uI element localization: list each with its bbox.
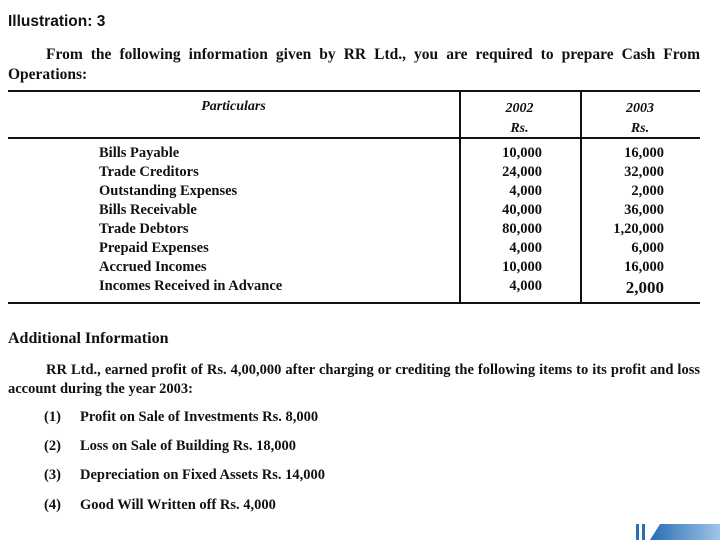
table-row bbox=[8, 221, 700, 240]
row-value-2002: 40,000 bbox=[502, 202, 542, 218]
intro-paragraph: From the following information given by RR Ltd., you are required to prepare Cash From Operations: bbox=[8, 46, 700, 83]
table-row bbox=[8, 278, 700, 300]
row-value-2002: 4,000 bbox=[509, 183, 542, 199]
list-item bbox=[44, 409, 318, 426]
row-value-2003: 16,000 bbox=[624, 145, 664, 161]
row-label: Trade Creditors bbox=[99, 164, 199, 180]
row-label: Bills Payable bbox=[99, 145, 180, 161]
list-item bbox=[44, 438, 296, 455]
row-value-2003: 32,000 bbox=[624, 164, 664, 180]
row-value-2003: 6,000 bbox=[631, 240, 664, 256]
header-2002-unit: Rs. bbox=[510, 121, 529, 136]
row-label: Accrued Incomes bbox=[99, 259, 207, 275]
header-2002-year: 2002 bbox=[505, 101, 534, 116]
header-rule bbox=[8, 137, 700, 139]
table-row bbox=[8, 164, 700, 183]
list-item-number: (2) bbox=[44, 438, 61, 454]
list-item bbox=[44, 467, 325, 484]
illustration-heading: Illustration: 3 bbox=[8, 13, 106, 30]
list-item-number: (1) bbox=[44, 409, 61, 425]
row-value-2002: 10,000 bbox=[502, 145, 542, 161]
header-2003-unit: Rs. bbox=[630, 121, 650, 136]
row-label: Prepaid Expenses bbox=[99, 240, 209, 256]
table-row bbox=[8, 183, 700, 202]
additional-info-paragraph: RR Ltd., earned profit of Rs. 4,00,000 after charging or crediting the following items to its profit and loss account during the year 2003: bbox=[8, 362, 700, 397]
additional-info-heading: Additional Information bbox=[8, 330, 169, 347]
row-label: Trade Debtors bbox=[99, 221, 189, 237]
row-label: Incomes Received in Advance bbox=[99, 278, 283, 294]
row-value-2002: 80,000 bbox=[502, 221, 542, 237]
row-label: Bills Receivable bbox=[99, 202, 197, 218]
table-row bbox=[8, 202, 700, 221]
row-value-2002: 4,000 bbox=[509, 278, 542, 294]
row-value-2003: 16,000 bbox=[624, 259, 664, 275]
row-value-2002: 4,000 bbox=[509, 240, 542, 256]
row-label: Outstanding Expenses bbox=[99, 183, 238, 199]
row-value-2003: 2,000 bbox=[625, 278, 664, 297]
row-value-2003: 1,20,000 bbox=[613, 221, 664, 237]
list-item-text: Loss on Sale of Building Rs. 18,000 bbox=[80, 438, 296, 454]
table-body bbox=[8, 145, 700, 300]
table-row bbox=[8, 145, 700, 164]
header-particulars: Particulars bbox=[201, 99, 266, 114]
header-2003-year: 2003 bbox=[626, 101, 654, 116]
list-item-text: Good Will Written off Rs. 4,000 bbox=[80, 497, 276, 513]
row-value-2002: 10,000 bbox=[502, 259, 542, 275]
corner-logo-icon bbox=[630, 520, 720, 540]
header-2002 bbox=[459, 99, 580, 139]
list-item-text: Profit on Sale of Investments Rs. 8,000 bbox=[80, 409, 319, 425]
data-table bbox=[8, 90, 700, 304]
header-2003 bbox=[580, 99, 700, 139]
list-item-number: (3) bbox=[44, 467, 61, 483]
table-row bbox=[8, 259, 700, 278]
list-item bbox=[44, 497, 276, 514]
row-value-2003: 2,000 bbox=[631, 183, 664, 199]
row-value-2002: 24,000 bbox=[502, 164, 542, 180]
list-item-number: (4) bbox=[44, 497, 61, 513]
list-item-text: Depreciation on Fixed Assets Rs. 14,000 bbox=[80, 467, 326, 483]
table-row bbox=[8, 240, 700, 259]
row-value-2003: 36,000 bbox=[624, 202, 664, 218]
